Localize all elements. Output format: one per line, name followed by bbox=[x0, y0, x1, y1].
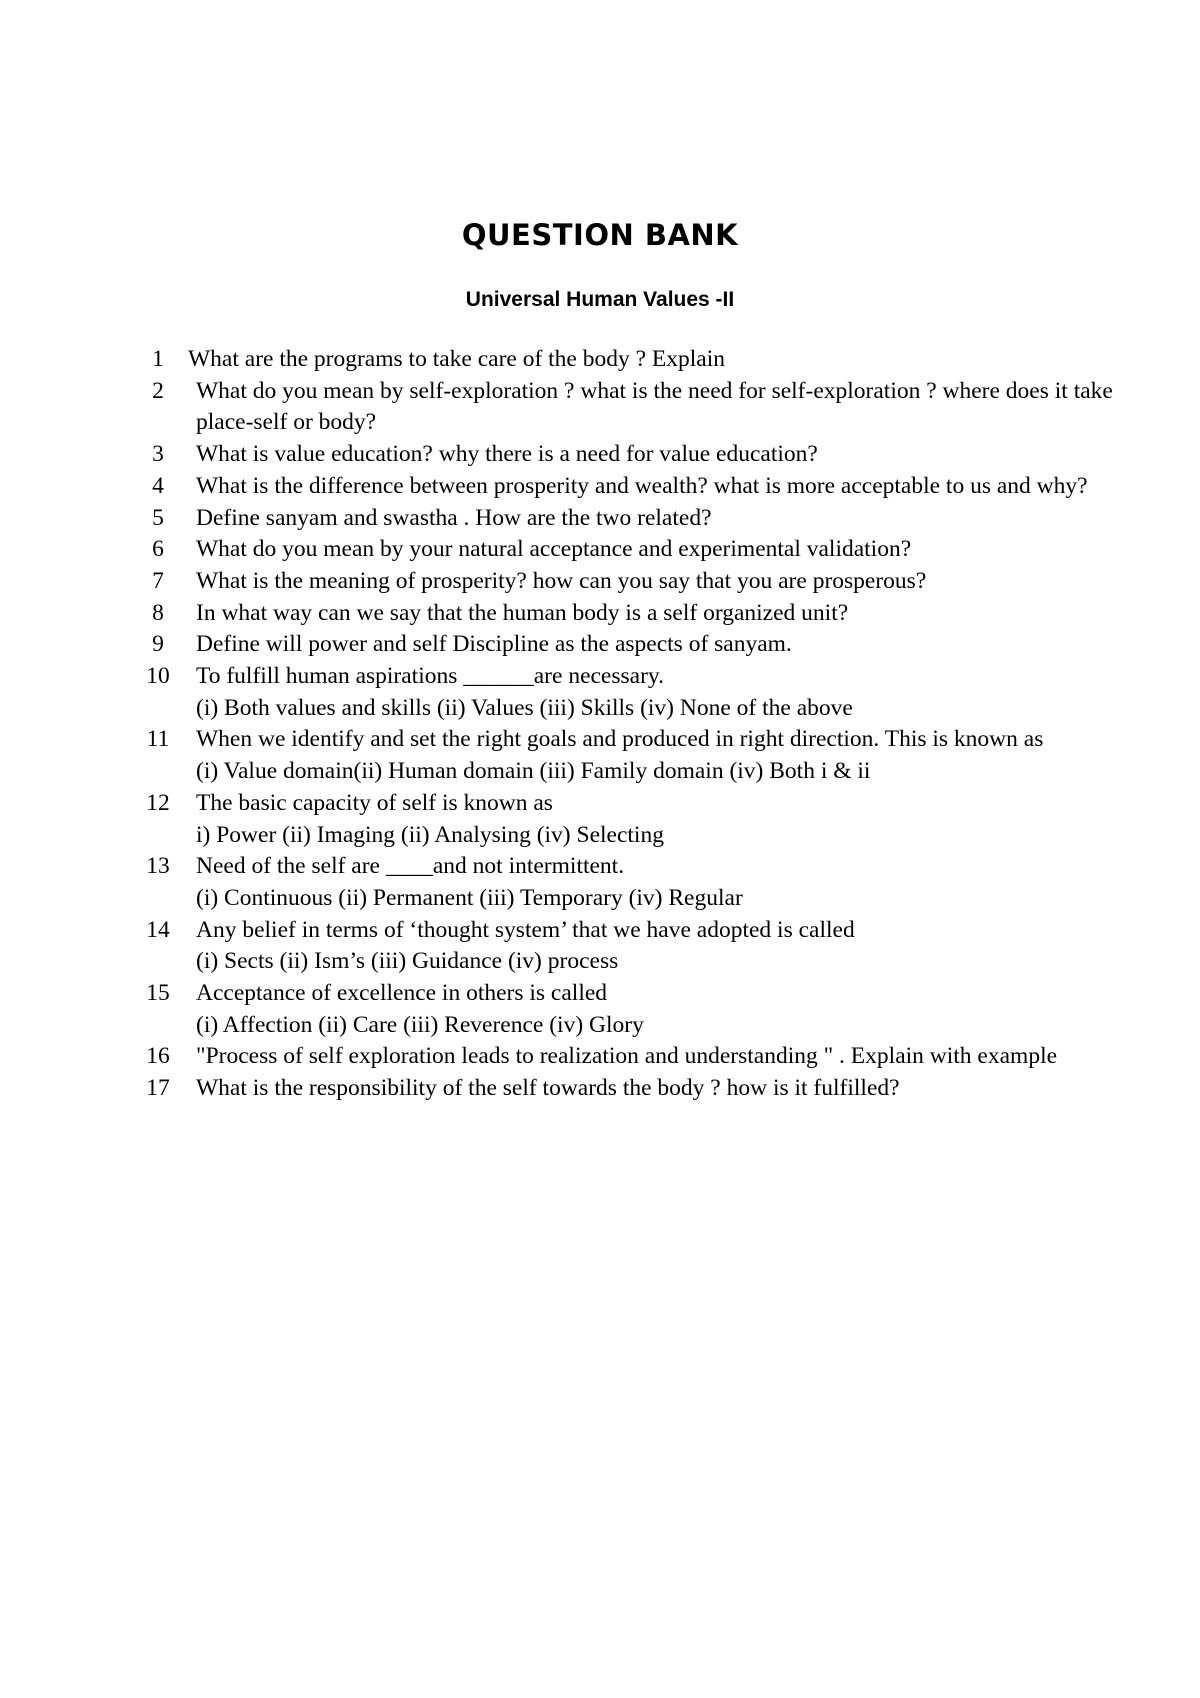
question-body bbox=[176, 439, 1140, 471]
question-item bbox=[140, 629, 1140, 661]
question-item bbox=[140, 724, 1140, 787]
question-body bbox=[176, 978, 1140, 1041]
question-body bbox=[176, 1073, 1140, 1105]
question-text: Define will power and self Discipline as the aspects of sanyam. bbox=[196, 631, 792, 658]
question-list bbox=[140, 344, 1140, 1105]
question-body bbox=[176, 598, 1140, 630]
question-options: (i) Sects (ii) Ism’s (iii) Guidance (iv) process bbox=[196, 948, 619, 975]
question-body bbox=[176, 534, 1140, 566]
question-number: 2 bbox=[152, 377, 164, 404]
question-body bbox=[176, 915, 1140, 978]
question-body bbox=[176, 851, 1140, 914]
question-number: 10 bbox=[146, 663, 170, 690]
question-body bbox=[176, 1041, 1140, 1073]
question-options: (i) Value domain(ii) Human domain (iii) Family domain (iv) Both i & ii bbox=[196, 758, 871, 785]
question-number: 5 bbox=[152, 504, 164, 531]
question-text: What is the difference between prosperity and wealth? what is more acceptable to us and why? bbox=[196, 472, 1088, 499]
question-number: 17 bbox=[146, 1075, 170, 1102]
question-text: What is the responsibility of the self towards the body ? how is it fulfilled? bbox=[196, 1075, 900, 1102]
question-body bbox=[176, 503, 1140, 535]
question-text: The basic capacity of self is known as bbox=[196, 789, 553, 816]
question-item bbox=[140, 1073, 1140, 1105]
question-number: 6 bbox=[152, 536, 164, 563]
question-text: "Process of self exploration leads to realization and understanding " . Explain with example bbox=[196, 1043, 1058, 1070]
question-number: 3 bbox=[152, 441, 164, 468]
question-body bbox=[176, 661, 1140, 724]
question-item bbox=[140, 566, 1140, 598]
question-text: Any belief in terms of ‘thought system’ that we have adopted is called bbox=[196, 916, 855, 943]
question-item bbox=[140, 534, 1140, 566]
question-item bbox=[140, 915, 1140, 978]
question-number: 13 bbox=[146, 853, 170, 880]
question-body bbox=[176, 471, 1140, 503]
question-item bbox=[140, 439, 1140, 471]
question-item bbox=[140, 598, 1140, 630]
question-item bbox=[140, 788, 1140, 851]
question-body bbox=[176, 566, 1140, 598]
question-text: What is value education? why there is a need for value education? bbox=[196, 441, 818, 468]
question-text: What do you mean by your natural acceptance and experimental validation? bbox=[196, 536, 912, 563]
question-number: 12 bbox=[146, 789, 170, 816]
question-body bbox=[176, 629, 1140, 661]
question-text: Define sanyam and swastha . How are the two related? bbox=[196, 504, 712, 531]
question-item bbox=[140, 1041, 1140, 1073]
question-number: 16 bbox=[146, 1043, 170, 1070]
question-item bbox=[140, 851, 1140, 914]
page-subtitle: Universal Human Values -II bbox=[465, 288, 735, 311]
question-number: 11 bbox=[146, 726, 170, 753]
question-item bbox=[140, 376, 1140, 439]
question-text: When we identify and set the right goals and produced in right direction. This is known as bbox=[196, 726, 1044, 753]
question-item bbox=[140, 471, 1140, 503]
page-title: QUESTION BANK bbox=[461, 218, 739, 252]
question-text: Acceptance of excellence in others is called bbox=[196, 980, 608, 1007]
question-text: What is the meaning of prosperity? how can you say that you are prosperous? bbox=[196, 567, 927, 594]
question-text: To fulfill human aspirations ______are necessary. bbox=[196, 663, 665, 690]
question-item bbox=[140, 978, 1140, 1041]
question-number: 15 bbox=[146, 980, 170, 1007]
question-number: 9 bbox=[152, 631, 164, 658]
question-number: 4 bbox=[152, 472, 164, 499]
question-body bbox=[176, 788, 1140, 851]
question-number: 1 bbox=[152, 346, 164, 372]
question-options: (i) Continuous (ii) Permanent (iii) Temporary (iv) Regular bbox=[196, 884, 743, 911]
question-body bbox=[176, 724, 1140, 787]
question-number: 14 bbox=[146, 916, 170, 943]
question-options: (i) Both values and skills (ii) Values (iii) Skills (iv) None of the above bbox=[196, 694, 853, 721]
question-body bbox=[176, 376, 1140, 439]
question-text: What do you mean by self-exploration ? what is the need for self-exploration ? where does it take place-self or body? bbox=[196, 377, 1113, 436]
question-number: 7 bbox=[152, 567, 164, 594]
question-item bbox=[140, 661, 1140, 724]
question-text: Need of the self are ____and not intermittent. bbox=[196, 853, 625, 880]
question-options: i) Power (ii) Imaging (ii) Analysing (iv) Selecting bbox=[196, 821, 664, 848]
question-number: 8 bbox=[152, 599, 164, 626]
question-body bbox=[176, 344, 1140, 376]
question-item bbox=[140, 344, 1140, 376]
question-text: In what way can we say that the human body is a self organized unit? bbox=[196, 599, 849, 626]
question-options: (i) Affection (ii) Care (iii) Reverence (iv) Glory bbox=[196, 1011, 644, 1038]
question-text: What are the programs to take care of the body ? Explain bbox=[188, 346, 726, 372]
question-item bbox=[140, 503, 1140, 535]
